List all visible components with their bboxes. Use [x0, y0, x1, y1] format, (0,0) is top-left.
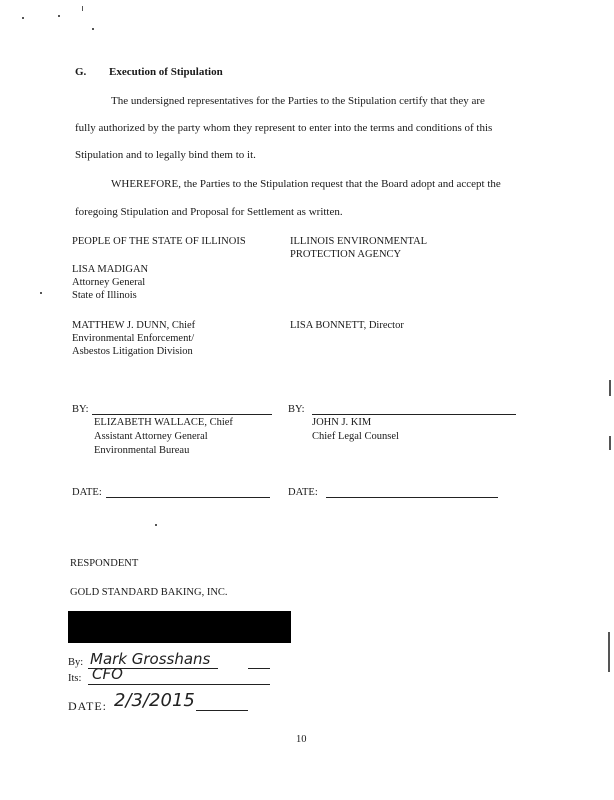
scan-speck	[609, 436, 611, 450]
respondent-its-line	[88, 684, 270, 685]
paragraph-line: The undersigned representatives for the Parties to the Stipulation certify that they are	[111, 95, 485, 107]
scan-speck	[608, 632, 610, 672]
right-date-line	[326, 497, 498, 498]
left-by-label: BY:	[72, 404, 89, 415]
left-signature-line	[92, 414, 272, 415]
respondent-date-label: DATE:	[68, 699, 107, 713]
handwritten-signature: Mark Grosshans	[90, 650, 211, 668]
paragraph-line: fully authorized by the party whom they represent to enter into the terms and conditions of this	[75, 122, 493, 134]
left-chief-name: MATTHEW J. DUNN, Chief	[72, 320, 196, 331]
left-chief-division: Environmental Enforcement/	[72, 333, 195, 344]
left-official-title: Attorney General	[72, 277, 146, 288]
right-director: LISA BONNETT, Director	[290, 320, 404, 331]
left-official-name: LISA MADIGAN	[72, 264, 149, 275]
right-party-heading: ILLINOIS ENVIRONMENTAL	[290, 236, 428, 247]
section-title: Execution of Stipulation	[109, 66, 223, 78]
scan-speck	[155, 524, 157, 526]
scan-speck	[58, 15, 60, 17]
right-signer-title: Chief Legal Counsel	[312, 431, 399, 442]
left-chief-division: Asbestos Litigation Division	[72, 346, 193, 357]
scan-speck	[92, 28, 94, 30]
respondent-signature-line	[248, 668, 270, 669]
left-signer-title: Assistant Attorney General	[94, 431, 208, 442]
respondent-its-label: Its:	[68, 673, 82, 684]
respondent-label: RESPONDENT	[70, 558, 139, 569]
paragraph-line: foregoing Stipulation and Proposal for Settlement as written.	[75, 206, 343, 218]
paragraph-line: WHEREFORE, the Parties to the Stipulation request that the Board adopt and accept the	[111, 178, 501, 190]
left-date-label: DATE:	[72, 487, 102, 498]
right-by-label: BY:	[288, 404, 305, 415]
right-signature-line	[312, 414, 516, 415]
respondent-date-line	[196, 710, 248, 711]
left-signer-name: ELIZABETH WALLACE, Chief	[94, 417, 233, 428]
respondent-by-label: By:	[68, 657, 84, 668]
right-date-label: DATE:	[288, 487, 318, 498]
right-signer-name: JOHN J. KIM	[312, 417, 372, 428]
scan-speck	[82, 6, 83, 11]
scan-speck	[609, 380, 611, 396]
page-number: 10	[296, 734, 307, 745]
handwritten-date: 2/3/2015	[114, 690, 195, 711]
section-letter: G.	[75, 66, 87, 78]
paragraph-line: Stipulation and to legally bind them to it.	[75, 149, 256, 161]
left-date-line	[106, 497, 270, 498]
left-party-heading: PEOPLE OF THE STATE OF ILLINOIS	[72, 236, 246, 247]
scan-speck	[22, 17, 24, 19]
left-signer-title: Environmental Bureau	[94, 445, 190, 456]
scan-speck	[40, 292, 42, 294]
left-official-title: State of Illinois	[72, 290, 137, 301]
right-party-heading: PROTECTION AGENCY	[290, 249, 402, 260]
handwritten-title: CFO	[92, 665, 123, 683]
respondent-company: GOLD STANDARD BAKING, INC.	[70, 587, 228, 598]
redaction-box	[68, 611, 291, 643]
